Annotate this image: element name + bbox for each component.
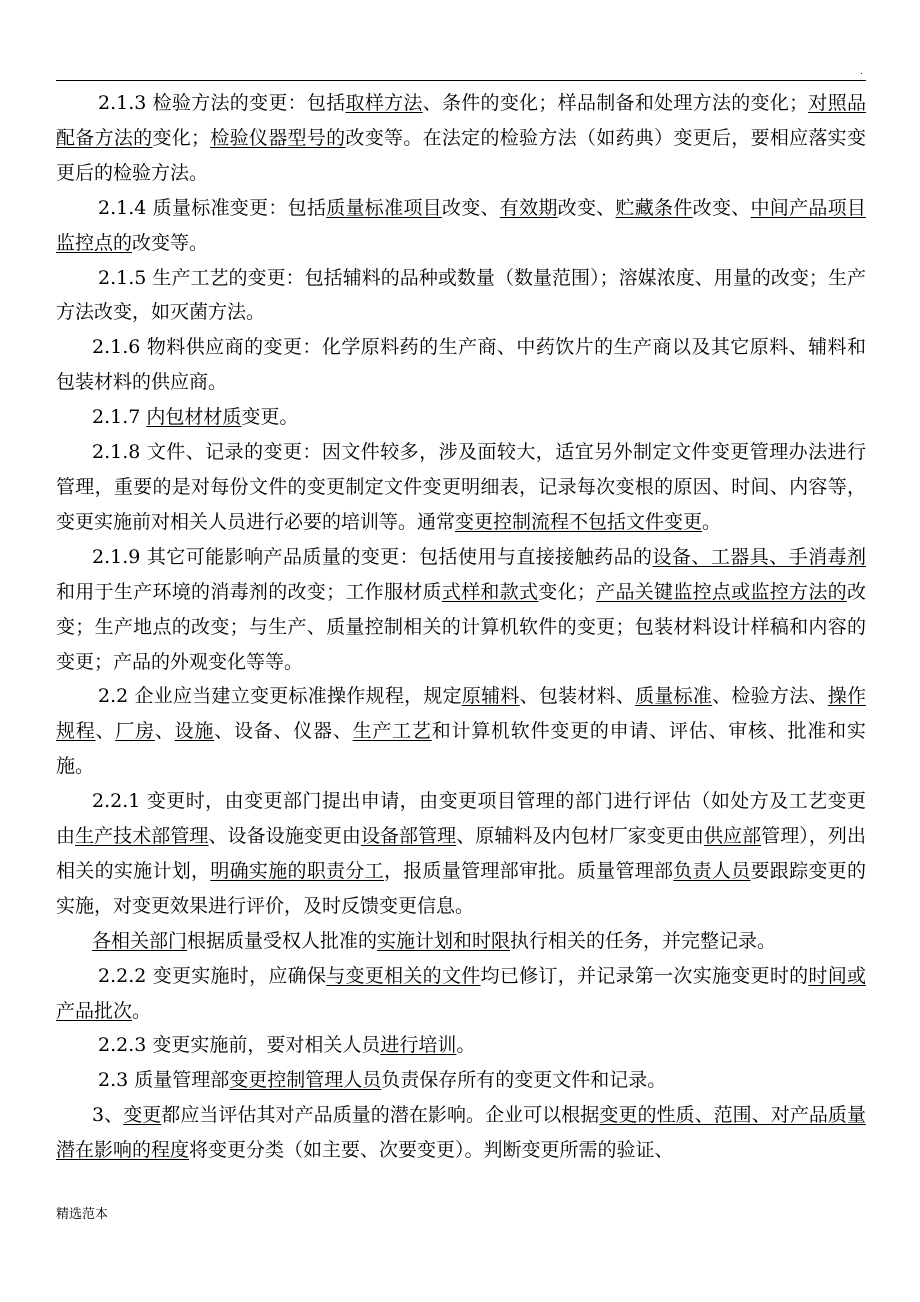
text-run: 改变、 [441, 196, 500, 219]
underlined-text: 原辅料 [461, 685, 520, 708]
text-run: 改变等。 [132, 231, 209, 254]
underlined-text: 产品关键监控点或监控方法的 [595, 580, 847, 603]
paragraph [56, 1028, 866, 1063]
underlined-text: 质量标准项目 [326, 196, 442, 219]
text-run: 2.2.1 变更时，由变更部门提出申请，由变更项目管理的部门进行评估（如处方及工艺变更由 [56, 790, 866, 848]
text-run: 。 [456, 1034, 476, 1057]
paragraph [56, 261, 866, 331]
paragraph [56, 924, 866, 959]
text-run: 变更。 [241, 406, 299, 429]
text-run: 改变、 [692, 196, 751, 219]
text-run: 均已修订，并记录第一次实施变更时的 [480, 964, 809, 987]
underlined-text: 检验仪器型号的 [210, 126, 346, 149]
text-run: 负责保存所有的变更文件和记录。 [381, 1069, 667, 1092]
text-run: 2.1.5 生产工艺的变更：包括辅料的品种或数量（数量范围）；溶媒浓度、用量的改变；生产方法改变，如灭菌方法。 [56, 266, 866, 324]
underlined-text: 有效期 [499, 196, 558, 219]
underlined-text: 各相关部门 [92, 929, 188, 952]
text-run: 2.1.3 检验方法的变更：包括 [98, 92, 346, 114]
paragraph [56, 86, 866, 191]
paragraph [56, 400, 866, 435]
text-run: ，报质量管理部审批。质量管理部 [383, 859, 674, 882]
underlined-text: 质量标准 [635, 685, 713, 708]
text-run: 2.1.8 文件、记录的变更：因文件较多，涉及面较大，适宜另外制定文件变更管理办法进行管理，重要的是对每份文件的变更制定文件变更明细表，记录每次变根的原因、时间、内容等，变更实施前对相关人员进行必要的培训等。通常 [56, 441, 866, 533]
text-run: 、 [95, 720, 116, 743]
paragraph [56, 679, 866, 784]
text-run: 3、 [92, 1104, 124, 1127]
underlined-text: 内包材材质 [146, 406, 242, 429]
text-run: 2.1.9 其它可能影响产品质量的变更：包括使用与直接接触药品的 [92, 545, 653, 568]
underlined-text: 时间或产品批次 [56, 964, 866, 1022]
underlined-text: 设备部管理 [360, 825, 457, 848]
text-run: 、包装材料、 [519, 685, 636, 708]
footer-label: 精选范本 [56, 1207, 109, 1222]
text-run: 。 [702, 510, 722, 533]
underlined-text: 取样方法 [345, 92, 423, 114]
underlined-text: 厂房 [115, 720, 155, 743]
underlined-text: 生产技术部管理 [75, 825, 209, 848]
underlined-text: 生产工艺 [352, 720, 432, 743]
paragraph [56, 435, 866, 540]
text-run: 和用于生产环境的消毒剂的改变；工作服材质 [56, 580, 442, 603]
underlined-text: 对照品配备方法的 [56, 92, 866, 149]
text-run: 2.3 质量管理部 [98, 1069, 230, 1092]
text-run: 、 [154, 720, 175, 743]
text-run: 2.1.4 质量标准变更：包括 [98, 196, 327, 219]
underlined-text: 中间产品项目监控点的 [56, 196, 866, 254]
document-body [56, 86, 866, 1168]
underlined-text: 进行培训 [380, 1034, 457, 1057]
text-run: 管理），列出相关的实施计划， [56, 825, 866, 882]
paragraph [56, 784, 866, 924]
text-run: 执行相关的任务，并完整记录。 [510, 929, 777, 952]
underlined-text: 设施 [174, 720, 215, 743]
underlined-text: 与变更相关的文件 [326, 964, 481, 987]
underlined-text: 式样和款式 [441, 580, 539, 603]
text-run: 将变更分类（如主要、次要变更）。判断变更所需的验证、 [189, 1139, 674, 1162]
text-run: 改变；生产地点的改变；与生产、质量控制相关的计算机软件的变更；包装材料设计样稿和内容的变更；产品的外观变化等等。 [56, 580, 866, 673]
text-run: 根据质量受权人批准的 [187, 929, 378, 952]
underlined-text: 操作规程 [56, 685, 866, 743]
underlined-text: 变更的性质、范围、对产品质量潜在影响的程度 [56, 1104, 866, 1162]
text-run: 和计算机软件变更的申请、评估、审核、批准和实施。 [56, 720, 866, 778]
text-run: 变化； [538, 580, 596, 603]
underlined-text: 变更控制流程不包括文件变更 [455, 510, 703, 533]
text-run: 都应当评估其对产品质量的潜在影响。企业可以根据 [161, 1104, 600, 1127]
text-run: 变化； [152, 126, 211, 149]
text-run: 2.1.6 物料供应商的变更：化学原料药的生产商、中药饮片的生产商以及其它原料、辅料和包装材料的供应商。 [56, 336, 866, 394]
paragraph [56, 330, 866, 400]
text-run: 。 [132, 999, 152, 1022]
text-run: 、设备设施变更由 [208, 825, 361, 848]
text-run: 2.2.3 变更实施前，要对相关人员 [98, 1034, 381, 1057]
text-run: 、检验方法、 [712, 685, 828, 708]
paragraph [56, 959, 866, 1029]
text-run: 改变等。在法定的检验方法（如药典）变更后，要相应落实变更后的检验方法。 [56, 126, 866, 184]
text-run: 、设备、仪器、 [214, 720, 353, 743]
text-run: 2.1.7 [92, 406, 147, 429]
text-run: 2.2 企业应当建立变更标准操作规程，规定 [98, 685, 462, 708]
underlined-text: 贮藏条件 [615, 196, 693, 219]
underlined-text: 设备、工器具、手消毒剂 [652, 545, 866, 568]
header-rule [56, 80, 866, 81]
underlined-text: 明确实施的职责分工 [210, 859, 384, 882]
text-run: 改变、 [557, 196, 616, 219]
underlined-text: 负责人员 [673, 859, 751, 882]
underlined-text: 变更控制管理人员 [229, 1069, 382, 1092]
underlined-text: 变更 [123, 1104, 162, 1127]
text-run: 、条件的变化；样品制备和处理方法的变化； [422, 92, 809, 114]
paragraph [56, 540, 866, 680]
text-run: 、原辅料及内包材厂家变更由 [456, 825, 704, 848]
underlined-text: 供应部 [703, 825, 762, 848]
underlined-text: 实施计划和时限 [377, 929, 511, 952]
text-run: 要跟踪变更的实施，对变更效果进行评价，及时反馈变更信息。 [56, 859, 866, 917]
text-run: 2.2.2 变更实施时，应确保 [98, 964, 327, 987]
header-mark: . [860, 66, 863, 77]
paragraph [56, 1098, 866, 1168]
paragraph [56, 1063, 866, 1098]
paragraph [56, 191, 866, 261]
